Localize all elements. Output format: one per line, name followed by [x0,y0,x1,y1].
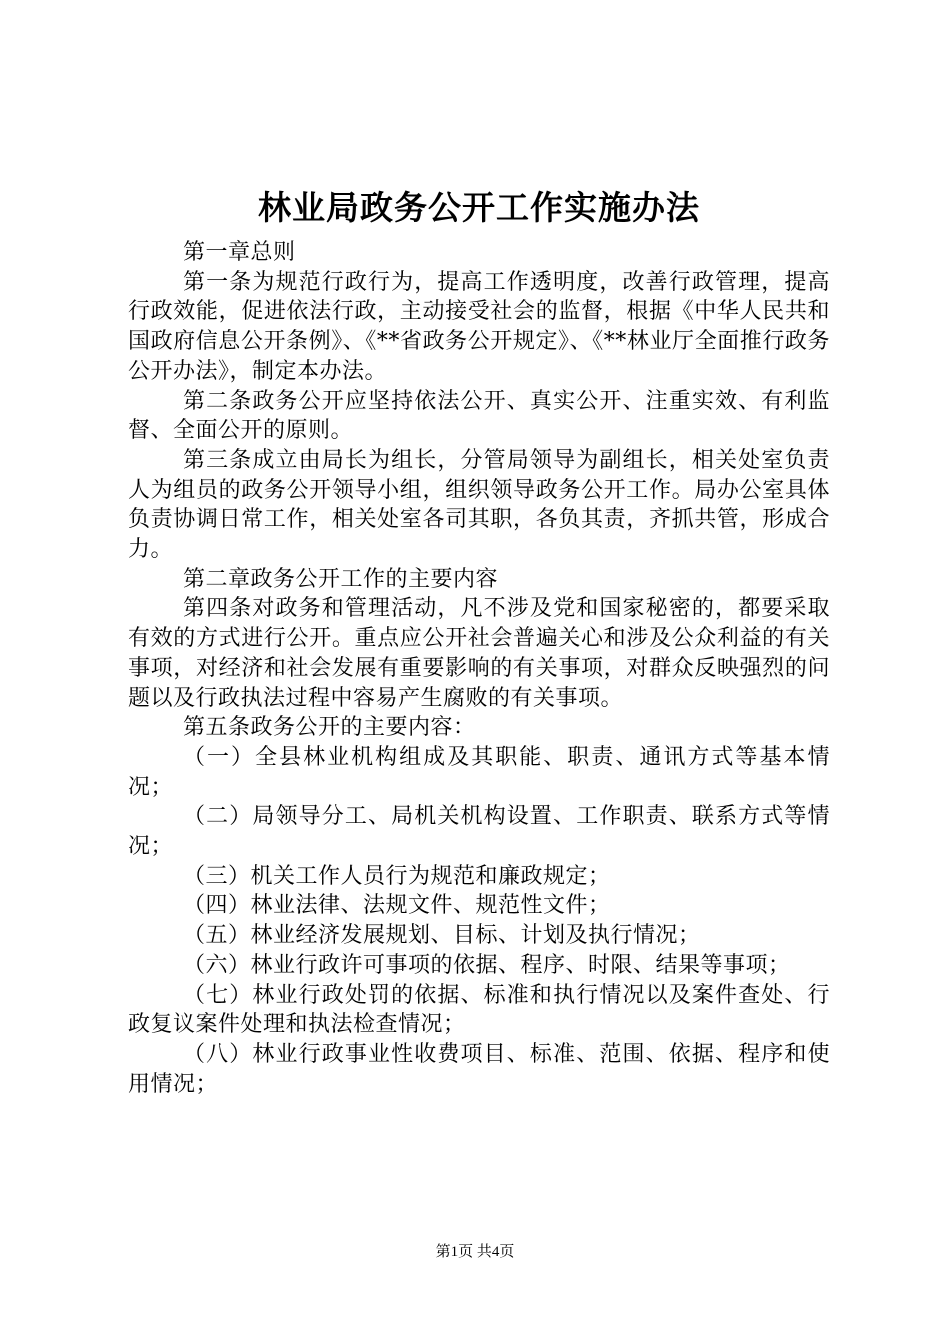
paragraph-article-5: 第五条政务公开的主要内容： [183,715,476,741]
list-item-2: （二）局领导分工、局机关机构设置、工作职责、联系方式等情况； [128,804,830,860]
paragraph-article-3: 第三条成立由局长为组长，分管局领导为副组长，相关处室负责人为组员的政务公开领导小组，组织领导政务公开工作。局办公室具体负责协调日常工作，相关处室各司其职，各负其责，齐抓共管，形成合力。 [128,447,830,563]
list-item-1: （一）全县林业机构组成及其职能、职责、通讯方式等基本情况； [128,744,830,800]
paragraph-article-4: 第四条对政务和管理活动，凡不涉及党和国家秘密的，都要采取有效的方式进行公开。重点应公开社会普遍关心和涉及公众利益的有关事项，对经济和社会发展有重要影响的有关事项，对群众反映强烈的问题以及行政执法过程中容易产生腐败的有关事项。 [128,596,830,711]
paragraph-article-1: 第一条为规范行政行为，提高工作透明度，改善行政管理，提高行政效能，促进依法行政，主动接受社会的监督，根据《中华人民共和国政府信息公开条例》、《**省政务公开规定》、《**林业厅全面推行政务公开办法》，制定本办法。 [128,269,830,384]
document-title: 林业局政务公开工作实施办法 [258,188,700,227]
list-item-5: （五）林业经济发展规划、目标、计划及执行情况； [183,923,701,949]
paragraph-chapter-2: 第二章政务公开工作的主要内容 [183,566,499,592]
paragraph-article-2: 第二条政务公开应坚持依法公开、真实公开、注重实效、有利监督、全面公开的原则。 [128,388,830,444]
list-item-4: （四）林业法律、法规文件、规范性文件； [183,893,611,919]
page-footer: 第1页 共4页 [435,1244,515,1260]
list-item-6: （六）林业行政许可事项的依据、程序、时限、结果等事项； [183,952,791,978]
list-item-8: （八）林业行政事业性收费项目、标准、范围、依据、程序和使用情况； [128,1041,830,1097]
list-item-3: （三）机关工作人员行为规范和廉政规定； [183,863,611,889]
document-page [128,178,830,1099]
list-item-7: （七）林业行政处罚的依据、标准和执行情况以及案件查处、行政复议案件处理和执法检查情况； [128,982,830,1038]
paragraph-chapter-1: 第一章总则 [183,240,296,265]
